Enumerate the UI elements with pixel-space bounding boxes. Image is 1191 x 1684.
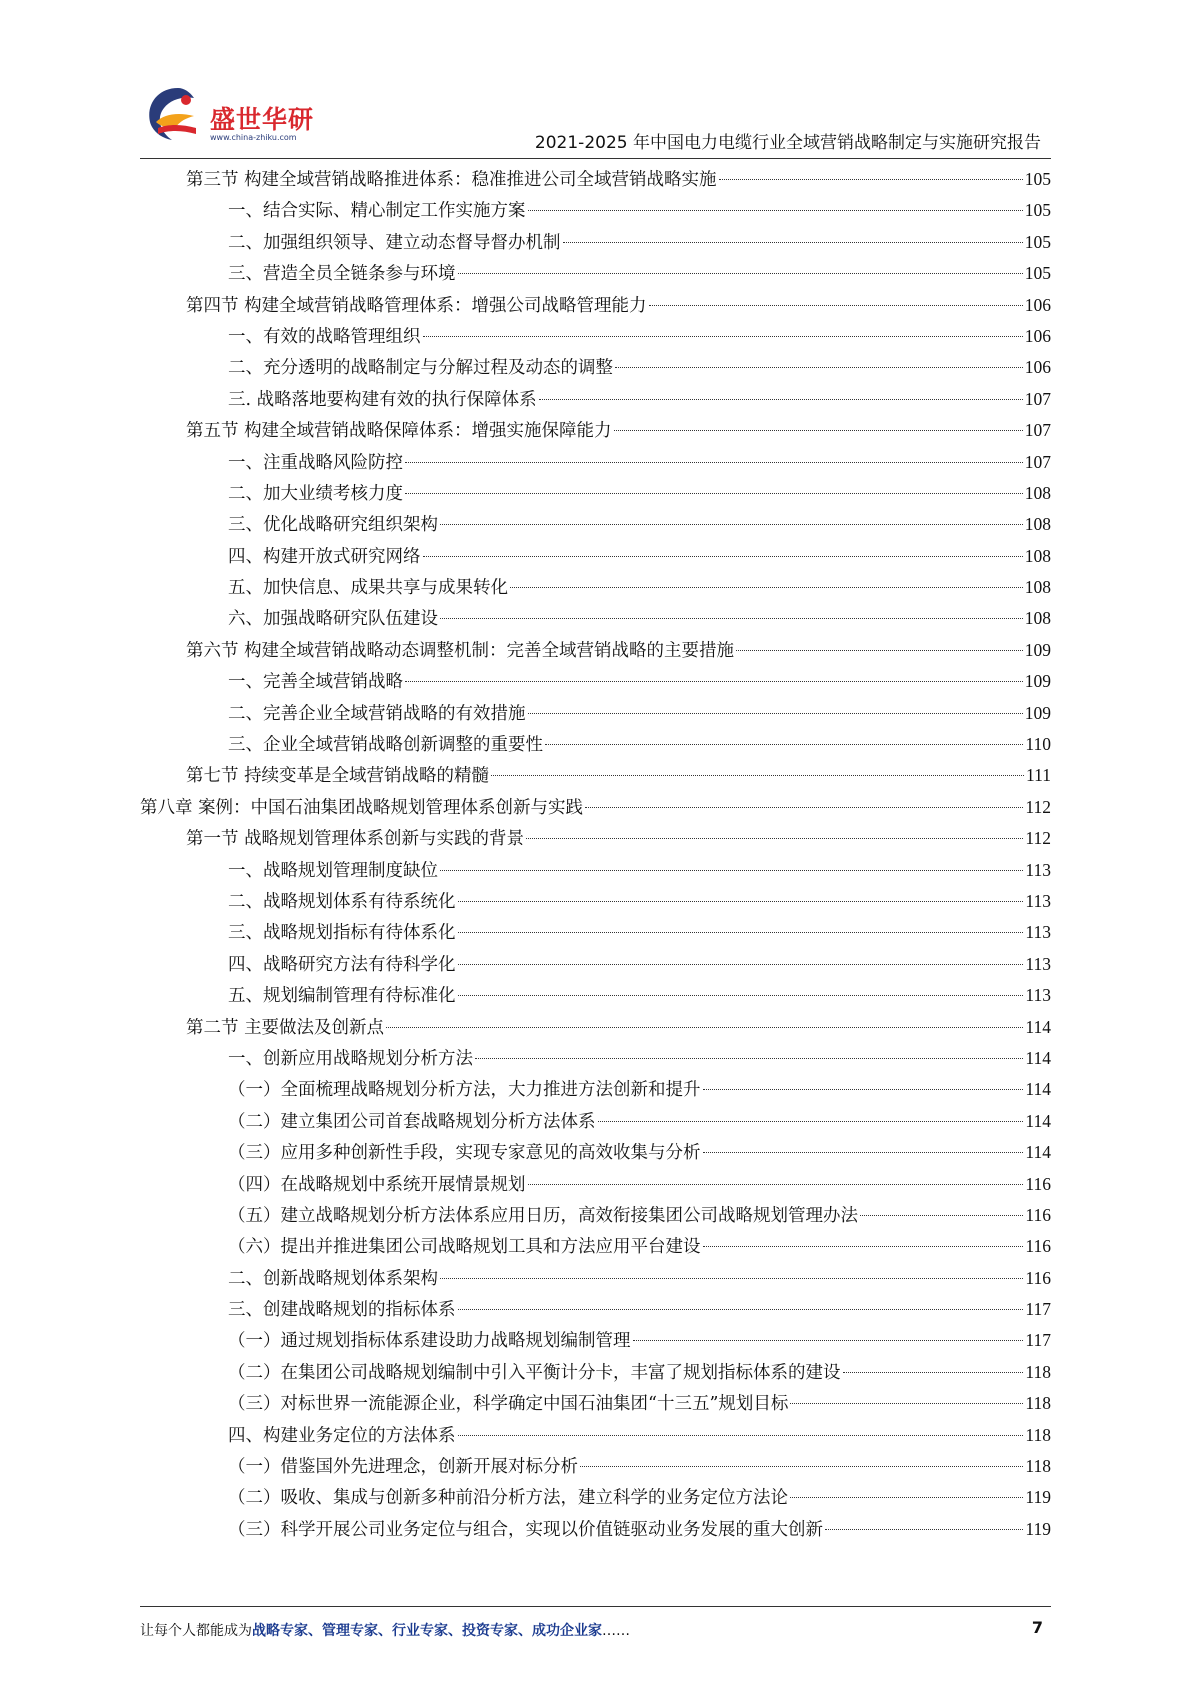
toc-entry-page: 113	[1025, 985, 1051, 1006]
toc-entry-page: 107	[1024, 451, 1051, 472]
toc-entry-title: 第三节 构建全域营销战略推进体系：稳准推进公司全域营销战略实施	[186, 170, 717, 190]
toc-entry-title: 第六节 构建全域营销战略动态调整机制：完善全域营销战略的主要措施	[186, 640, 735, 661]
footer-slogan-prefix: 让每个人都能成为	[140, 1623, 252, 1639]
toc-dot-leader	[585, 807, 1023, 808]
toc-entry-page: 109	[1024, 671, 1051, 692]
toc-entry[interactable]	[140, 1137, 1051, 1168]
toc-entry[interactable]	[140, 1012, 1051, 1043]
toc-dot-leader	[615, 367, 1023, 368]
toc-entry-title: 一、注重战略风险防控	[228, 452, 403, 473]
toc-entry[interactable]	[140, 980, 1051, 1011]
toc-entry[interactable]	[140, 1169, 1051, 1200]
toc-dot-leader	[703, 1246, 1024, 1247]
toc-entry[interactable]	[140, 352, 1051, 383]
toc-entry-title: 一、完善全域营销战略	[228, 672, 403, 693]
toc-entry[interactable]	[140, 1074, 1051, 1105]
toc-entry-title: （一）全面梳理战略规划分析方法，大力推进方法创新和提升	[228, 1080, 701, 1101]
toc-entry-title: 二、战略规划体系有待系统化	[228, 891, 456, 912]
toc-dot-leader	[598, 1121, 1024, 1122]
page-number: 7	[1031, 1618, 1043, 1637]
toc-entry-page: 107	[1024, 420, 1051, 441]
toc-entry-title: 第五节 构建全域营销战略保障体系：增强实施保障能力	[186, 421, 612, 442]
toc-entry-title: 第四节 构建全域营销战略管理体系：增强公司战略管理能力	[186, 295, 647, 316]
toc-entry-title: 二、创新战略规划体系架构	[228, 1268, 438, 1289]
toc-entry-title: 第二节 主要做法及创新点	[186, 1017, 385, 1038]
toc-dot-leader	[614, 430, 1023, 431]
toc-entry-title: （二）建立集团公司首套战略规划分析方法体系	[228, 1111, 596, 1132]
toc-entry-page: 105	[1024, 169, 1051, 189]
toc-dot-leader	[790, 1497, 1023, 1498]
toc-entry-page: 105	[1024, 263, 1051, 284]
toc-entry-page: 119	[1025, 1518, 1051, 1539]
toc-entry[interactable]	[140, 478, 1051, 509]
toc-entry-page: 113	[1025, 859, 1051, 880]
toc-dot-leader	[458, 1435, 1024, 1436]
toc-entry-title: 四、战略研究方法有待科学化	[228, 954, 456, 975]
toc-entry-title: 一、结合实际、精心制定工作实施方案	[228, 201, 526, 222]
toc-entry-page: 118	[1025, 1393, 1051, 1414]
toc-entry-page: 105	[1024, 231, 1051, 252]
toc-dot-leader	[440, 524, 1023, 525]
toc-entry[interactable]	[140, 666, 1051, 697]
toc-entry-title: 三. 战略落地要构建有效的执行保障体系	[228, 389, 537, 410]
toc-entry[interactable]	[140, 1325, 1051, 1356]
toc-entry[interactable]	[140, 447, 1051, 478]
toc-dot-leader	[649, 305, 1023, 306]
toc-dot-leader	[633, 1340, 1024, 1341]
toc-entry-title: 二、加强组织领导、建立动态督导督办机制	[228, 232, 561, 253]
toc-entry-page: 114	[1025, 1110, 1051, 1131]
toc-dot-leader	[528, 1184, 1024, 1185]
toc-dot-leader	[458, 932, 1024, 933]
toc-entry[interactable]	[140, 1294, 1051, 1325]
toc-entry-page: 117	[1025, 1299, 1051, 1320]
toc-entry[interactable]	[140, 698, 1051, 729]
toc-entry-page: 106	[1024, 325, 1051, 346]
toc-entry[interactable]	[140, 258, 1051, 289]
toc-entry-title: （四）在战略规划中系统开展情景规划	[228, 1174, 526, 1195]
toc-entry-title: （六）提出并推进集团公司战略规划工具和方法应用平台建设	[228, 1237, 701, 1258]
header-divider	[140, 158, 1051, 159]
toc-entry-page: 116	[1025, 1204, 1051, 1225]
toc-dot-leader	[405, 462, 1023, 463]
report-title: 2021-2025 年中国电力电缆行业全域营销战略制定与实施研究报告	[534, 133, 1041, 153]
toc-entry-title: （一）通过规划指标体系建设助力战略规划编制管理	[228, 1331, 631, 1352]
toc-entry[interactable]	[140, 823, 1051, 854]
toc-entry-page: 116	[1025, 1236, 1051, 1257]
toc-dot-leader	[458, 901, 1024, 902]
toc-entry-title: 五、加快信息、成果共享与成果转化	[228, 578, 508, 599]
toc-entry[interactable]	[140, 760, 1051, 791]
toc-dot-leader	[423, 336, 1023, 337]
toc-entry-title: （一）借鉴国外先进理念，创新开展对标分析	[228, 1457, 578, 1478]
toc-entry-page: 114	[1025, 1016, 1051, 1037]
toc-entry[interactable]	[140, 635, 1051, 666]
toc-entry[interactable]	[140, 384, 1051, 415]
toc-entry-title: （三）应用多种创新性手段，实现专家意见的高效收集与分析	[228, 1143, 701, 1164]
toc-entry-page: 105	[1024, 200, 1051, 221]
toc-entry[interactable]	[140, 917, 1051, 948]
toc-dot-leader	[860, 1215, 1023, 1216]
toc-entry[interactable]	[140, 1106, 1051, 1137]
toc-entry-title: （三）科学开展公司业务定位与组合，实现以价值链驱动业务发展的重大创新	[228, 1519, 823, 1540]
toc-entry-title: 二、加大业绩考核力度	[228, 483, 403, 504]
toc-entry-page: 111	[1026, 765, 1051, 786]
toc-dot-leader	[405, 493, 1023, 494]
toc-entry-title: 一、创新应用战略规划分析方法	[228, 1048, 473, 1069]
toc-entry[interactable]	[140, 572, 1051, 603]
toc-entry-page: 116	[1025, 1173, 1051, 1194]
toc-entry-title: 四、构建业务定位的方法体系	[228, 1425, 456, 1446]
toc-entry-title: 三、战略规划指标有待体系化	[228, 923, 456, 944]
toc-entry-title: （五）建立战略规划分析方法体系应用日历，高效衔接集团公司战略规划管理办法	[228, 1205, 858, 1226]
toc-entry[interactable]	[140, 415, 1051, 446]
toc-dot-leader	[580, 1466, 1023, 1467]
toc-entry-page: 114	[1025, 1079, 1051, 1100]
toc-entry[interactable]	[140, 290, 1051, 321]
toc-entry-page: 118	[1025, 1456, 1051, 1477]
toc-entry[interactable]	[140, 1514, 1051, 1545]
toc-entry-title: 第八章 案例：中国石油集团战略规划管理体系创新与实践	[140, 797, 584, 818]
toc-entry-title: 二、完善企业全域营销战略的有效措施	[228, 703, 526, 724]
toc-dot-leader	[458, 964, 1024, 965]
toc-entry-title: （三）对标世界一流能源企业，科学确定中国石油集团“十三五”规划目标	[228, 1394, 789, 1415]
toc-dot-leader	[528, 713, 1023, 714]
toc-entry[interactable]	[140, 1357, 1051, 1388]
toc-dot-leader	[386, 1027, 1023, 1028]
toc-dot-leader	[510, 587, 1023, 588]
footer-slogan	[140, 1620, 630, 1640]
toc-entry[interactable]	[140, 1231, 1051, 1262]
toc-entry-page: 112	[1025, 796, 1051, 817]
toc-entry-title: 第七节 持续变革是全域营销战略的精髓	[186, 766, 490, 787]
toc-dot-leader	[423, 556, 1023, 557]
footer-divider	[140, 1606, 1051, 1607]
toc-entry[interactable]	[140, 1200, 1051, 1231]
toc-entry-page: 113	[1025, 922, 1051, 943]
toc-dot-leader	[458, 273, 1023, 274]
footer-slogan-roles: 战略专家、管理专家、行业专家、投资专家、成功企业家	[252, 1623, 602, 1639]
toc-entry-page: 106	[1024, 357, 1051, 378]
toc-entry-page: 106	[1024, 294, 1051, 315]
toc-entry-page: 114	[1025, 1142, 1051, 1163]
toc-entry-page: 118	[1025, 1361, 1051, 1382]
toc-entry-title: 一、战略规划管理制度缺位	[228, 860, 438, 881]
toc-entry-page: 116	[1025, 1267, 1051, 1288]
toc-dot-leader	[405, 681, 1023, 682]
toc-entry-title: 二、充分透明的战略制定与分解过程及动态的调整	[228, 358, 613, 379]
toc-entry[interactable]	[140, 1388, 1051, 1419]
toc-entry[interactable]	[140, 855, 1051, 886]
toc-entry-page: 107	[1024, 388, 1051, 409]
toc-entry-title: 三、创建战略规划的指标体系	[228, 1300, 456, 1321]
toc-entry[interactable]	[140, 1482, 1051, 1513]
toc-dot-leader	[736, 650, 1023, 651]
footer-slogan-suffix: ……	[602, 1623, 630, 1639]
toc-dot-leader	[545, 744, 1023, 745]
toc-entry-page: 109	[1024, 702, 1051, 723]
toc-entry[interactable]	[140, 1451, 1051, 1482]
toc-dot-leader	[458, 1309, 1024, 1310]
toc-entry-page: 108	[1024, 577, 1051, 598]
toc-entry[interactable]	[140, 195, 1051, 226]
toc-dot-leader	[703, 1152, 1024, 1153]
toc-entry-page: 112	[1025, 828, 1051, 849]
toc-entry[interactable]	[140, 321, 1051, 352]
toc-entry-title: 五、规划编制管理有待标准化	[228, 986, 456, 1007]
toc-entry-title: 一、有效的战略管理组织	[228, 326, 421, 347]
toc-entry-title: 三、企业全域营销战略创新调整的重要性	[228, 735, 543, 756]
toc-dot-leader	[825, 1529, 1023, 1530]
toc-dot-leader	[703, 1089, 1024, 1090]
toc-dot-leader	[790, 1403, 1023, 1404]
toc-dot-leader	[491, 775, 1024, 776]
toc-entry-page: 108	[1024, 608, 1051, 629]
toc-dot-leader	[458, 995, 1024, 996]
toc-entry[interactable]	[140, 792, 1051, 823]
toc-entry[interactable]	[140, 603, 1051, 634]
toc-entry-page: 108	[1024, 545, 1051, 566]
toc-entry[interactable]	[140, 1420, 1051, 1451]
toc-entry-title: 四、构建开放式研究网络	[228, 546, 421, 567]
logo-name: 盛世华研	[210, 105, 315, 134]
toc-entry-title: 六、加强战略研究队伍建设	[228, 609, 438, 630]
toc-entry[interactable]	[140, 886, 1051, 917]
toc-entry[interactable]	[140, 227, 1051, 258]
toc-entry-page: 108	[1024, 514, 1051, 535]
toc-dot-leader	[440, 1278, 1023, 1279]
toc-entry-page: 117	[1025, 1330, 1051, 1351]
toc-entry-title: （二）吸收、集成与创新多种前沿分析方法，建立科学的业务定位方法论	[228, 1488, 788, 1509]
toc-entry[interactable]	[140, 509, 1051, 540]
toc-dot-leader	[440, 870, 1023, 871]
toc-dot-leader	[440, 618, 1023, 619]
toc-dot-leader	[719, 179, 1023, 180]
toc-entry-page: 118	[1025, 1424, 1051, 1445]
toc-entry[interactable]	[140, 541, 1051, 572]
table-of-contents	[140, 164, 1051, 1545]
toc-dot-leader	[539, 399, 1023, 400]
toc-dot-leader	[528, 210, 1023, 211]
toc-entry[interactable]	[140, 1263, 1051, 1294]
toc-entry-title: （二）在集团公司战略规划编制中引入平衡计分卡，丰富了规划指标体系的建设	[228, 1362, 841, 1383]
toc-entry-page: 119	[1025, 1487, 1051, 1508]
toc-entry-page: 114	[1025, 1047, 1051, 1068]
toc-entry-title: 三、营造全员全链条参与环境	[228, 264, 456, 285]
toc-dot-leader	[563, 242, 1023, 243]
toc-entry-page: 109	[1024, 639, 1051, 660]
toc-entry-page: 108	[1024, 482, 1051, 503]
toc-entry[interactable]	[140, 1043, 1051, 1074]
toc-entry-title: 三、优化战略研究组织架构	[228, 515, 438, 536]
toc-entry-page: 113	[1025, 890, 1051, 911]
toc-dot-leader	[475, 1058, 1023, 1059]
toc-entry[interactable]	[140, 729, 1051, 760]
toc-entry-page: 113	[1025, 953, 1051, 974]
toc-dot-leader	[843, 1372, 1024, 1373]
toc-dot-leader	[526, 838, 1023, 839]
toc-entry[interactable]	[140, 164, 1051, 195]
logo-url: www.china-zhiku.com	[210, 133, 297, 142]
toc-entry[interactable]	[140, 949, 1051, 980]
toc-entry-page: 110	[1025, 734, 1051, 755]
toc-entry-title: 第一节 战略规划管理体系创新与实践的背景	[186, 829, 525, 850]
